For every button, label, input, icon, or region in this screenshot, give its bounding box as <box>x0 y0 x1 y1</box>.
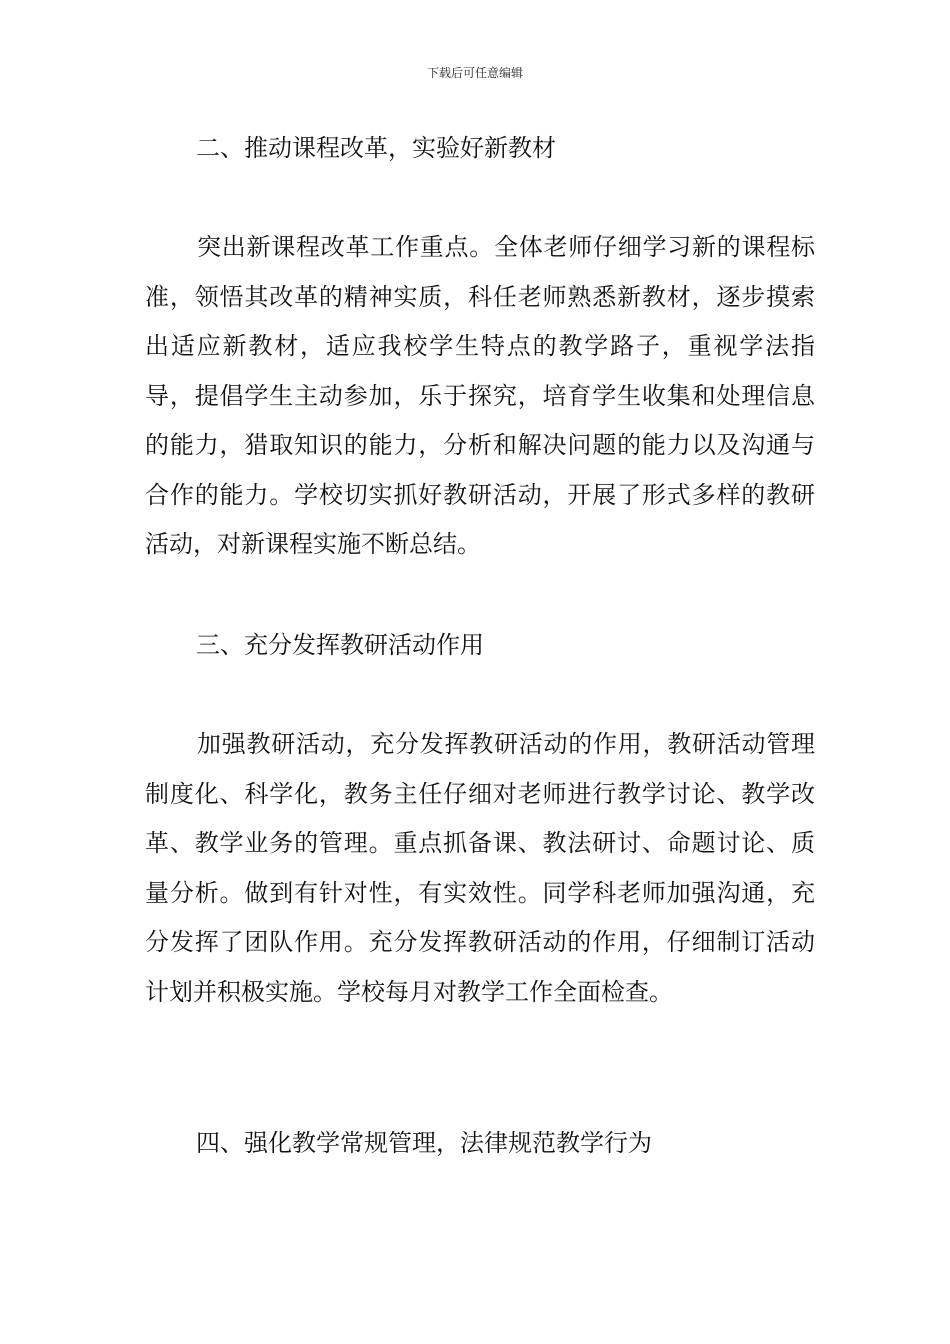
page-header-note: 下载后可任意编辑 <box>426 66 523 80</box>
section-heading-2: 二、推动课程改革，实验好新教材 <box>196 134 556 162</box>
section-paragraph-2: 突出新课程改革工作重点。全体老师仔细学习新的课程标准，领悟其改革的精神实质，科任老师熟悉新教材，逐步摸索出适应新教材，适应我校学生特点的教学路子，重视学法指导，提倡学生主动参加，乐于探究，培育学生收集和处理信息的能力，猎取知识的能力，分析和解决问题的能力以及沟通与合作的能力。学校切实抓好教研活动，开展了形式多样的教研活动，对新课程实施不断总结。 <box>145 233 815 558</box>
section-paragraph-3: 加强教研活动，充分发挥教研活动的作用，教研活动管理制度化、科学化，教务主任仔细对老师进行教学讨论、教学改革、教学业务的管理。重点抓备课、教法研讨、命题讨论、质量分析。做到有针对性，有实效性。同学科老师加强沟通，充分发挥了团队作用。充分发挥教研活动的作用，仔细制订活动计划并积极实施。学校每月对教学工作全面检查。 <box>145 730 815 1006</box>
section-heading-4: 四、强化教学常规管理，法律规范教学行为 <box>196 1129 652 1157</box>
section-heading-3: 三、充分发挥教研活动作用 <box>196 631 484 659</box>
